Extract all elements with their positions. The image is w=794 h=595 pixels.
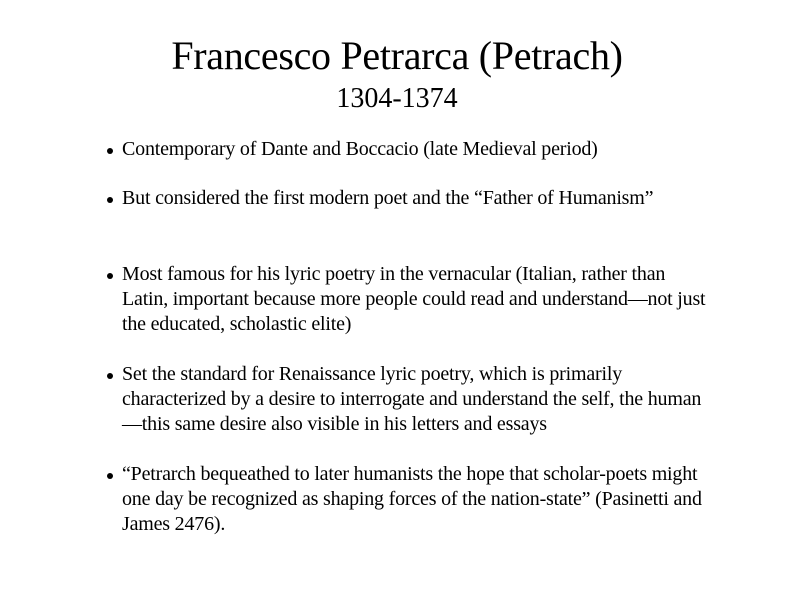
bullet-dot-icon [107,473,113,479]
slide-title: Francesco Petrarca (Petrach) [171,33,623,78]
bullet-dot-icon [107,373,113,379]
bullet-text: Set the standard for Renaissance lyric poetry, which is primarily characterized by a desire to interrogate and understand the self, the human—this same desire also visible in his letters and essays [122,363,702,435]
bullet-dot-icon [107,148,113,154]
bullet-text: “Petrarch bequeathed to later humanists the hope that scholar-poets might one day be recognized as shaping forces of the nation-state” (Pasinetti and James 2476). [122,463,702,535]
bullet-dot-icon [107,197,113,203]
bullet-text: Most famous for his lyric poetry in the vernacular (Italian, rather than Latin, important because more people could read and understand—not just the educated, scholastic elite) [122,263,706,335]
bullet-dot-icon [107,273,113,279]
bullet-text: But considered the first modern poet and the “Father of Humanism” [122,187,654,209]
slide-subtitle: 1304-1374 [336,83,458,114]
bullet-text: Contemporary of Dante and Boccacio (late Medieval period) [122,138,598,160]
